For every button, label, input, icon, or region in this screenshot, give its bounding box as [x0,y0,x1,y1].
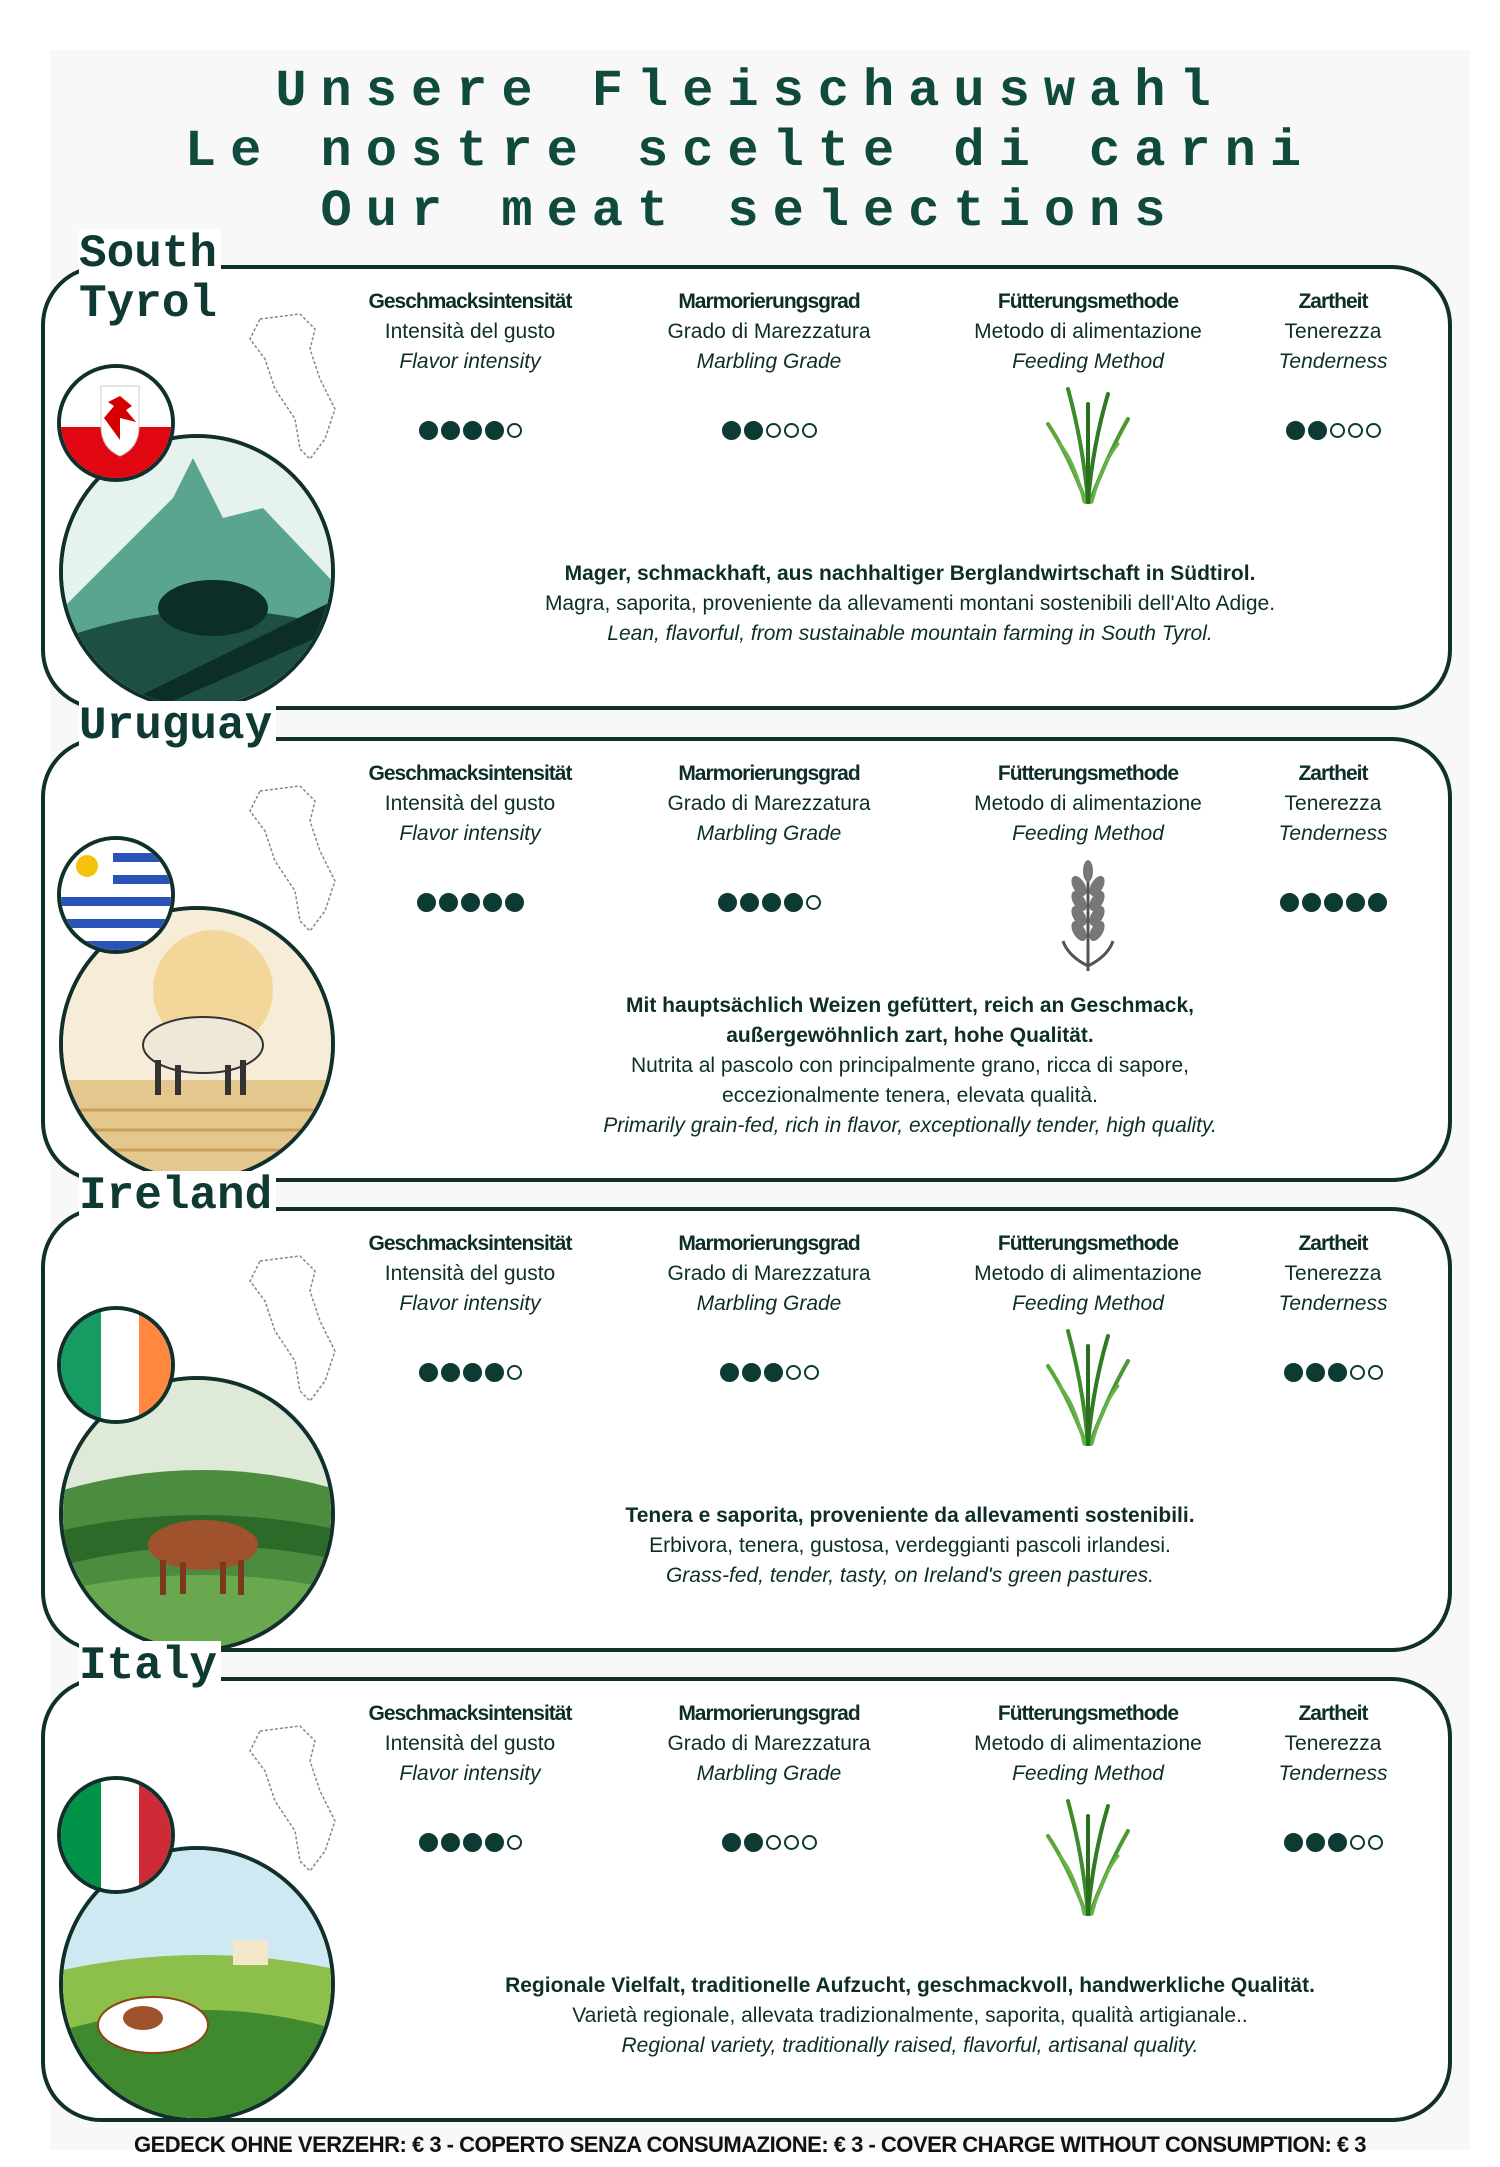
rating-dot-empty [802,423,817,438]
title-it: Le nostre scelte di carni [184,122,1316,181]
header-it: Grado di Marezzatura [667,320,871,343]
flag-icon [57,1776,175,1894]
section-description [385,1501,1435,1591]
rating-dot-filled [505,893,524,912]
meat-section-uruguay [41,700,1452,1182]
rating-dot-filled [1306,1363,1325,1382]
cover-charge-note: GEDECK OHNE VERZEHR: € 3 - COPERTO SENZA CONSUMAZIONE: € 3 - COVER CHARGE WITHOUT CONSUMPTION: € 3 [134,2132,1366,2157]
header-it: Metodo di alimentazione [974,792,1202,815]
header-it: Intensità del gusto [384,320,556,343]
rating-dot-empty [786,1365,801,1380]
header-de: Marmorierungsgrad [678,290,860,313]
header-en: Feeding Method [1012,822,1164,845]
grass-icon [1038,1326,1138,1446]
flavor-rating [370,1363,570,1382]
rating-dot-filled [718,893,737,912]
rating-dot-filled [1284,1833,1303,1852]
description-line: eccezionalmente tenera, elevata qualità. [722,1084,1098,1107]
rating-dot-empty [507,1835,522,1850]
meat-section-south [41,228,1452,710]
header-de: Zartheit [1298,762,1368,785]
header-en: Tenderness [1278,350,1388,373]
column-header [325,1229,615,1319]
column-header [624,1229,914,1319]
header-de: Fütterungsmethode [997,1702,1179,1725]
description-line: Mager, schmackhaft, aus nachhaltiger Berglandwirtschaft in Südtirol. [564,562,1256,585]
column-header [624,759,914,849]
tenderness-rating [1233,1363,1433,1382]
rating-dot-filled [419,1833,438,1852]
rating-dot-filled [1280,893,1299,912]
section-title: Uruguay [79,701,276,751]
tenderness-rating [1233,893,1433,912]
header-de: Zartheit [1298,290,1368,313]
rating-dot-filled [419,421,438,440]
rating-dot-filled [1328,1833,1347,1852]
section-description [385,991,1435,1141]
rating-dot-filled [1306,1833,1325,1852]
header-en: Feeding Method [1012,1762,1164,1785]
flavor-rating [370,893,570,912]
header-en: Tenderness [1278,822,1388,845]
rating-dot-filled [483,893,502,912]
description-line: Varietà regionale, allevata tradizionalmente, saporita, qualità artigianale.. [572,2004,1248,2027]
grass-icon [1038,384,1138,504]
description-line: Lean, flavorful, from sustainable mountain farming in South Tyrol. [607,622,1213,645]
rating-dot-empty [784,1835,799,1850]
marbling-rating [669,1833,869,1852]
header-en: Marbling Grade [696,1762,842,1785]
description-line: Regional variety, traditionally raised, flavorful, artisanal quality. [621,2034,1199,2057]
header-en: Flavor intensity [399,822,541,845]
column-header [1188,1699,1478,1789]
rating-dot-filled [1346,893,1365,912]
section-description [385,1971,1435,2061]
rating-dot-filled [461,893,480,912]
rating-dot-filled [485,421,504,440]
rating-dot-filled [764,1363,783,1382]
header-de: Geschmacksintensität [368,1232,572,1255]
rating-dot-filled [485,1363,504,1382]
rating-dot-empty [1348,423,1363,438]
header-de: Marmorierungsgrad [678,1702,860,1725]
header-it: Metodo di alimentazione [974,320,1202,343]
rating-dot-filled [722,1833,741,1852]
grass-icon [1038,1796,1138,1916]
rating-dot-filled [441,1363,460,1382]
rating-dot-filled [463,1833,482,1852]
rating-dot-filled [441,421,460,440]
description-line: Grass-fed, tender, tasty, on Ireland's green pastures. [665,1564,1155,1587]
rating-dot-filled [740,893,759,912]
header-it: Intensità del gusto [384,1262,556,1285]
header-en: Flavor intensity [399,350,541,373]
column-header [624,287,914,377]
rating-dot-filled [463,1363,482,1382]
flag-icon [57,1306,175,1424]
flavor-rating [370,1833,570,1852]
column-header [624,1699,914,1789]
header-en: Marbling Grade [696,1292,842,1315]
description-line: Nutrita al pascolo con principalmente grano, ricca di sapore, [631,1054,1189,1077]
rating-dot-filled [762,893,781,912]
section-title: South Tyrol [79,229,221,329]
description-line: Magra, saporita, proveniente da allevamenti montani sostenibili dell'Alto Adige. [544,592,1276,615]
rating-dot-filled [419,1363,438,1382]
rating-dot-filled [722,421,741,440]
header-it: Tenerezza [1284,792,1382,815]
rating-dot-empty [507,1365,522,1380]
marbling-rating [669,421,869,440]
header-en: Flavor intensity [399,1292,541,1315]
rating-dot-filled [744,1833,763,1852]
column-header [325,1699,615,1789]
header-it: Intensità del gusto [384,1732,556,1755]
rating-dot-filled [1284,1363,1303,1382]
header-it: Grado di Marezzatura [667,1262,871,1285]
rating-dot-filled [485,1833,504,1852]
flag-icon [57,836,175,954]
rating-dot-empty [802,1835,817,1850]
rating-dot-filled [784,893,803,912]
section-title: Italy [79,1641,221,1691]
header-it: Tenerezza [1284,1732,1382,1755]
column-header [1188,1229,1478,1319]
rating-dot-empty [806,895,821,910]
rating-dot-filled [439,893,458,912]
title-de: Unsere Fleischauswahl [275,62,1225,121]
rating-dot-empty [766,423,781,438]
header-en: Feeding Method [1012,350,1164,373]
header-en: Tenderness [1278,1762,1388,1785]
rating-dot-filled [1308,421,1327,440]
meat-section-ireland [41,1170,1452,1652]
rating-dot-filled [463,421,482,440]
header-de: Marmorierungsgrad [678,762,860,785]
header-it: Grado di Marezzatura [667,1732,871,1755]
flag-icon [57,364,175,482]
header-de: Fütterungsmethode [997,1232,1179,1255]
tenderness-rating [1233,421,1433,440]
marbling-rating [669,1363,869,1382]
section-description [385,559,1435,649]
rating-dot-empty [1368,1835,1383,1850]
rating-dot-filled [720,1363,739,1382]
column-header [325,759,615,849]
rating-dot-filled [1324,893,1343,912]
header-it: Metodo di alimentazione [974,1262,1202,1285]
meat-section-italy [41,1640,1452,2122]
tenderness-rating [1233,1833,1433,1852]
rating-dot-empty [1350,1835,1365,1850]
title-en: Our meat selections [320,182,1180,241]
header-de: Fütterungsmethode [997,762,1179,785]
rating-dot-filled [441,1833,460,1852]
rating-dot-filled [742,1363,761,1382]
description-line: Primarily grain-fed, rich in flavor, exceptionally tender, high quality. [603,1114,1217,1137]
rating-dot-empty [1368,1365,1383,1380]
flavor-rating [370,421,570,440]
description-line: außergewöhnlich zart, hohe Qualität. [726,1024,1094,1047]
rating-dot-empty [1366,423,1381,438]
rating-dot-filled [1286,421,1305,440]
wheat-icon [1038,856,1138,976]
rating-dot-empty [784,423,799,438]
rating-dot-filled [744,421,763,440]
header-it: Tenerezza [1284,320,1382,343]
column-header [325,287,615,377]
header-it: Intensità del gusto [384,792,556,815]
description-line: Erbivora, tenera, gustosa, verdeggianti pascoli irlandesi. [649,1534,1171,1557]
header-de: Zartheit [1298,1702,1368,1725]
rating-dot-filled [1328,1363,1347,1382]
header-it: Metodo di alimentazione [974,1732,1202,1755]
description-line: Tenera e saporita, proveniente da allevamenti sostenibili. [625,1504,1195,1527]
column-header [1188,287,1478,377]
header-de: Geschmacksintensität [368,1702,572,1725]
header-it: Tenerezza [1284,1262,1382,1285]
rating-dot-empty [1350,1365,1365,1380]
header-en: Marbling Grade [696,822,842,845]
description-line: Mit hauptsächlich Weizen gefüttert, reich an Geschmack, [626,994,1194,1017]
rating-dot-empty [804,1365,819,1380]
header-de: Zartheit [1298,1232,1368,1255]
header-de: Marmorierungsgrad [678,1232,860,1255]
marbling-rating [669,893,869,912]
header-de: Fütterungsmethode [997,290,1179,313]
rating-dot-filled [417,893,436,912]
header-en: Flavor intensity [399,1762,541,1785]
rating-dot-empty [507,423,522,438]
header-en: Marbling Grade [696,350,842,373]
header-it: Grado di Marezzatura [667,792,871,815]
column-header [1188,759,1478,849]
header-en: Feeding Method [1012,1292,1164,1315]
header-en: Tenderness [1278,1292,1388,1315]
section-title: Ireland [79,1171,276,1221]
rating-dot-filled [1302,893,1321,912]
header-de: Geschmacksintensität [368,762,572,785]
description-line: Regionale Vielfalt, traditionelle Aufzucht, geschmackvoll, handwerkliche Qualität. [505,1974,1315,1997]
rating-dot-empty [1330,423,1345,438]
rating-dot-filled [1368,893,1387,912]
rating-dot-empty [766,1835,781,1850]
header-de: Geschmacksintensität [368,290,572,313]
